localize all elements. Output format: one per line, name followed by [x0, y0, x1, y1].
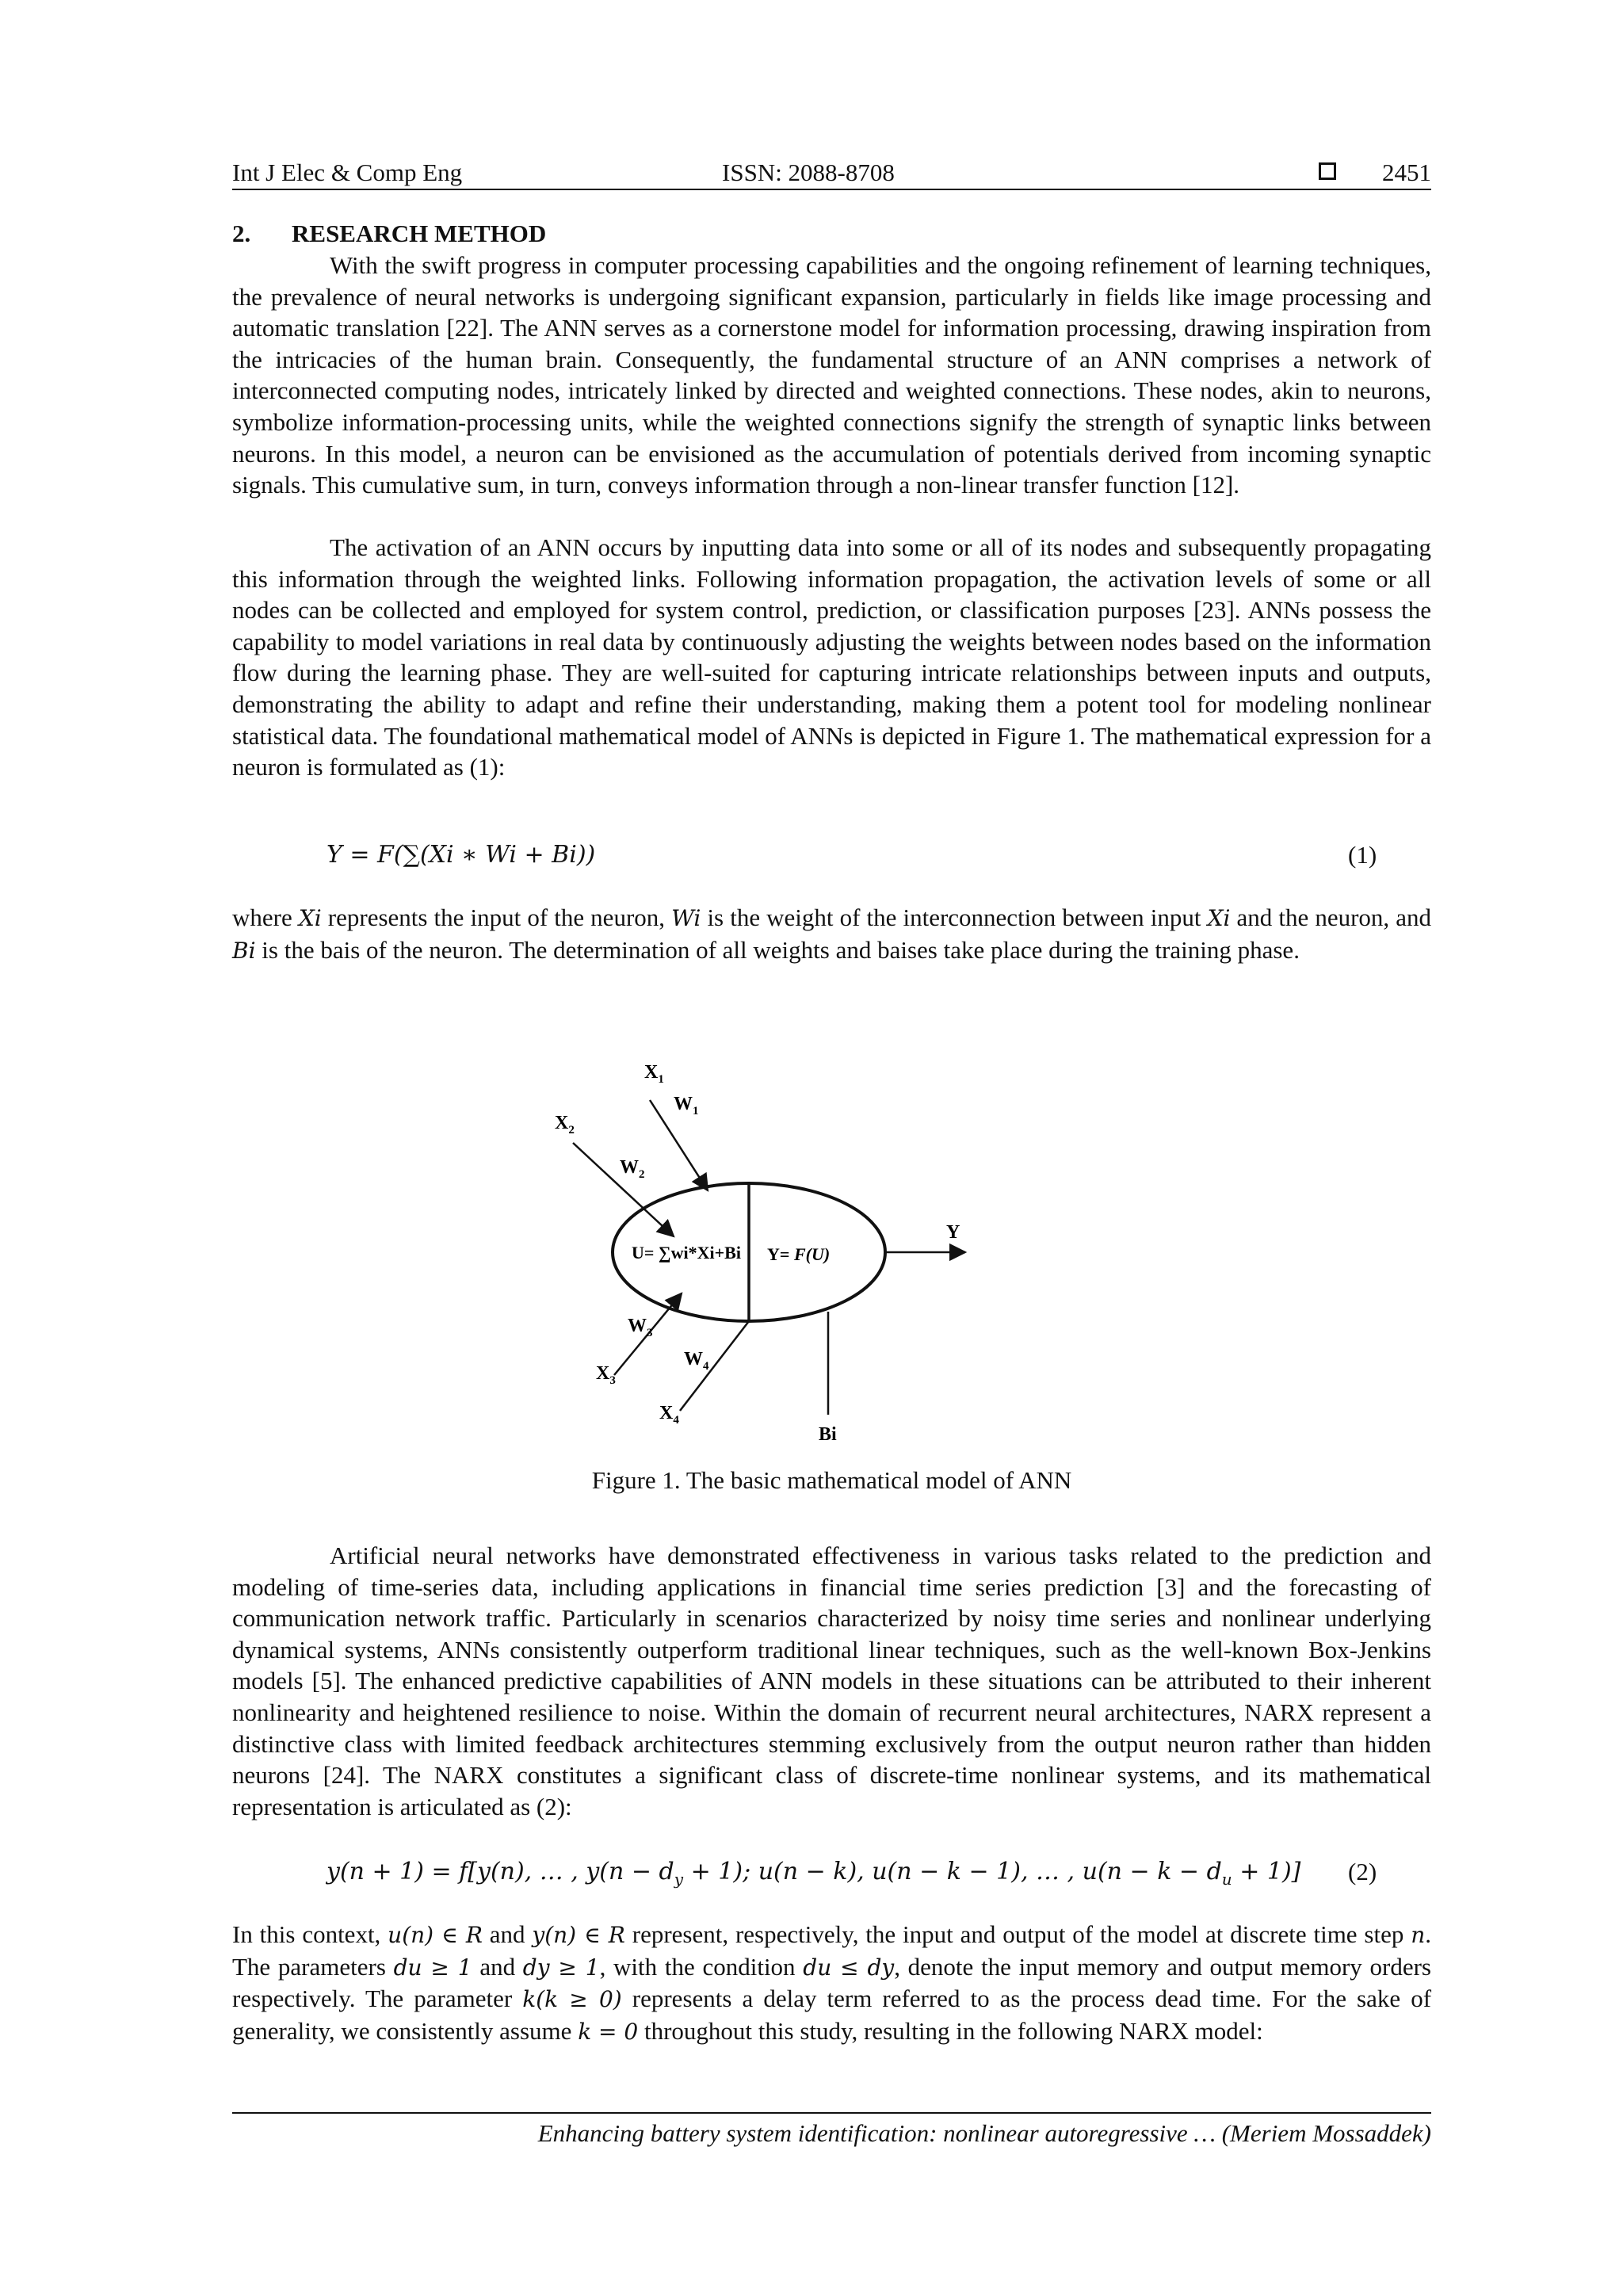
running-footer: Enhancing battery system identification: nonlinear autoregressive … (Meriem Mossaddek) [537, 2119, 1431, 2147]
label-output-y: Y [946, 1222, 960, 1243]
p5-h: represents a delay term referred to as the process dead time. For the sake of generality, we consistently assume [232, 1985, 1432, 2045]
issn: ISSN: 2088-8708 [722, 159, 895, 186]
figure-1-neuron-diagram [555, 1054, 1094, 1450]
paragraph-3 [232, 902, 1431, 966]
page-number: 2451 [1382, 159, 1431, 186]
equation-2-sub-u: u [1221, 1870, 1232, 1889]
journal-name: Int J Elec & Comp Eng [232, 159, 463, 186]
p5-f: , with the condition [599, 1952, 804, 1981]
equation-1-number: (1) [1348, 841, 1377, 869]
paragraph-3-text-e: is the bais of the neuron. The determination of all weights and baises take place during the training phase. [255, 935, 1300, 964]
paragraph-3-text-c: is the weight of the interconnection between input [701, 904, 1208, 931]
equation-2 [327, 1856, 1300, 1895]
math-condition: du ≤ dy [803, 1954, 895, 1981]
footer-rule [232, 2112, 1431, 2114]
math-n: n [1411, 1922, 1426, 1948]
p5-a: In this context, [232, 1920, 388, 1948]
paragraph-1-text: With the swift progress in computer processing capabilities and the ongoing refinement of learning techniques, the prevalence of neural networks is undergoing significant expansion, particularly in fields like image processing and automatic translation [22]. The ANN serves as a cornerstone model for information processing, drawing inspiration from the intricacies of the human brain. Consequently, the fundamental structure of an ANN comprises a network of interconnected computing nodes, intricately linked by directed and weighted connections. These nodes, akin to neurons, symbolize information-processing units, while the weighted connections signify the strength of synaptic links between neurons. In this model, a neuron can be envisioned as the accumulation of potentials derived from incoming synaptic signals. This cumulative sum, in turn, conveys information through a non-linear transfer function [12]. [232, 251, 1431, 499]
equation-2-number: (2) [1348, 1858, 1377, 1885]
p5-b: and [482, 1920, 533, 1948]
math-dy: dy ≥ 1 [522, 1954, 600, 1981]
math-y-n: y(n) ∈ R [532, 1922, 625, 1948]
label-w3: $W_3$ [628, 1316, 653, 1339]
math-xi-2: Xi [1207, 905, 1231, 931]
paragraph-3-text-a: where [232, 904, 299, 931]
math-bi: Bi [232, 937, 256, 964]
p5-g: , denote the input memory and output memory orders respectively. The parameter [232, 1952, 1431, 2013]
label-x2: $X_2$ [555, 1113, 575, 1137]
math-k: k(k ≥ 0) [522, 1986, 622, 2013]
section-heading [232, 218, 546, 250]
p5-c: represent, respectively, the input and output of the model at discrete time step [624, 1920, 1411, 1948]
equation-1: Y = F(∑(Xi ∗ Wi + Bi)) [327, 841, 596, 869]
label-x1: $X_1$ [644, 1062, 664, 1086]
label-bias: Bi [819, 1424, 837, 1445]
header-rule [232, 189, 1431, 190]
p5-e: and [472, 1952, 523, 1981]
section-title: RESEARCH METHOD [292, 220, 547, 247]
math-k-zero: k = 0 [578, 2018, 639, 2045]
math-xi: Xi [298, 905, 322, 931]
label-w1: $W_1$ [674, 1094, 699, 1117]
paragraph-2 [232, 532, 1431, 783]
paragraph-3-text-b: represents the input of the neuron, [321, 904, 672, 931]
paragraph-2-text: The activation of an ANN occurs by inputting data into some or all of its nodes and subsequently propagating this information through the weighted links. Following information propagation, the activation levels of some or all nodes can be collected and employed for system control, prediction, or classification purposes [23]. ANNs possess the capability to model variations in real data by continuously adjusting the weights between nodes based on the information flow during the learning phase. They are well-suited for capturing intricate relationships between inputs and outputs, demonstrating the ability to adapt and refine their understanding, making them a potent tool for modeling nonlinear statistical data. The foundational mathematical model of ANNs is depicted in Figure 1. The mathematical expression for a neuron is formulated as (1): [232, 533, 1431, 781]
paragraph-4-text: Artificial neural networks have demonstrated effectiveness in various tasks related to the prediction and modeling of time-series data, including applications in financial time series prediction [3] and the forecasting of communication network traffic. Particularly in scenarios characterized by noisy time series and nonlinear underlying dynamical systems, ANNs consistently outperform traditional linear techniques, such as the well-known Box-Jenkins models [5]. The enhanced predictive capabilities of ANN models in these situations can be attributed to their inherent nonlinearity and heightened resilience to noise. Within the domain of recurrent neural architectures, NARX represent a distinctive class with limited feedback architectures stemming exclusively from the output neuron rather than hidden neurons [24]. The NARX constitutes a significant class of discrete-time nonlinear systems, and its mathematical representation is articulated as (2): [232, 1541, 1431, 1820]
figure-1-caption: Figure 1. The basic mathematical model of ANN [591, 1466, 1072, 1494]
paragraph-1 [232, 250, 1431, 501]
paragraph-3-text-d: and the neuron, and [1230, 904, 1432, 931]
paragraph-5 [232, 1919, 1431, 2047]
label-summation: U= ∑wi*Xi+Bi [632, 1243, 741, 1263]
math-u-n: u(n) ∈ R [388, 1922, 483, 1948]
math-du: du ≥ 1 [393, 1954, 472, 1981]
equation-2-part-b: + 1); u(n − k), u(n − k − 1), … , u(n − k − d [683, 1858, 1222, 1885]
math-wi: Wi [671, 905, 701, 931]
p5-d: . The parameters [232, 1920, 1432, 1981]
label-w4: $W_4$ [684, 1349, 709, 1373]
running-header [232, 155, 1431, 190]
label-w2: $W_2$ [620, 1157, 645, 1181]
paragraph-4 [232, 1540, 1431, 1822]
label-activation: Y= F(U) [767, 1244, 831, 1264]
equation-2-sub-y: y [674, 1870, 684, 1889]
equation-2-part-c: + 1)] [1232, 1858, 1301, 1885]
square-bullet-icon [1319, 162, 1336, 180]
section-number: 2. [232, 220, 251, 247]
label-x3: $X_3$ [596, 1363, 616, 1387]
equation-2-part-a: y(n + 1) = f[y(n), … , y(n − d [327, 1858, 674, 1885]
label-x4: $X_4$ [659, 1403, 679, 1427]
p5-i: throughout this study, resulting in the following NARX model: [638, 2016, 1263, 2045]
